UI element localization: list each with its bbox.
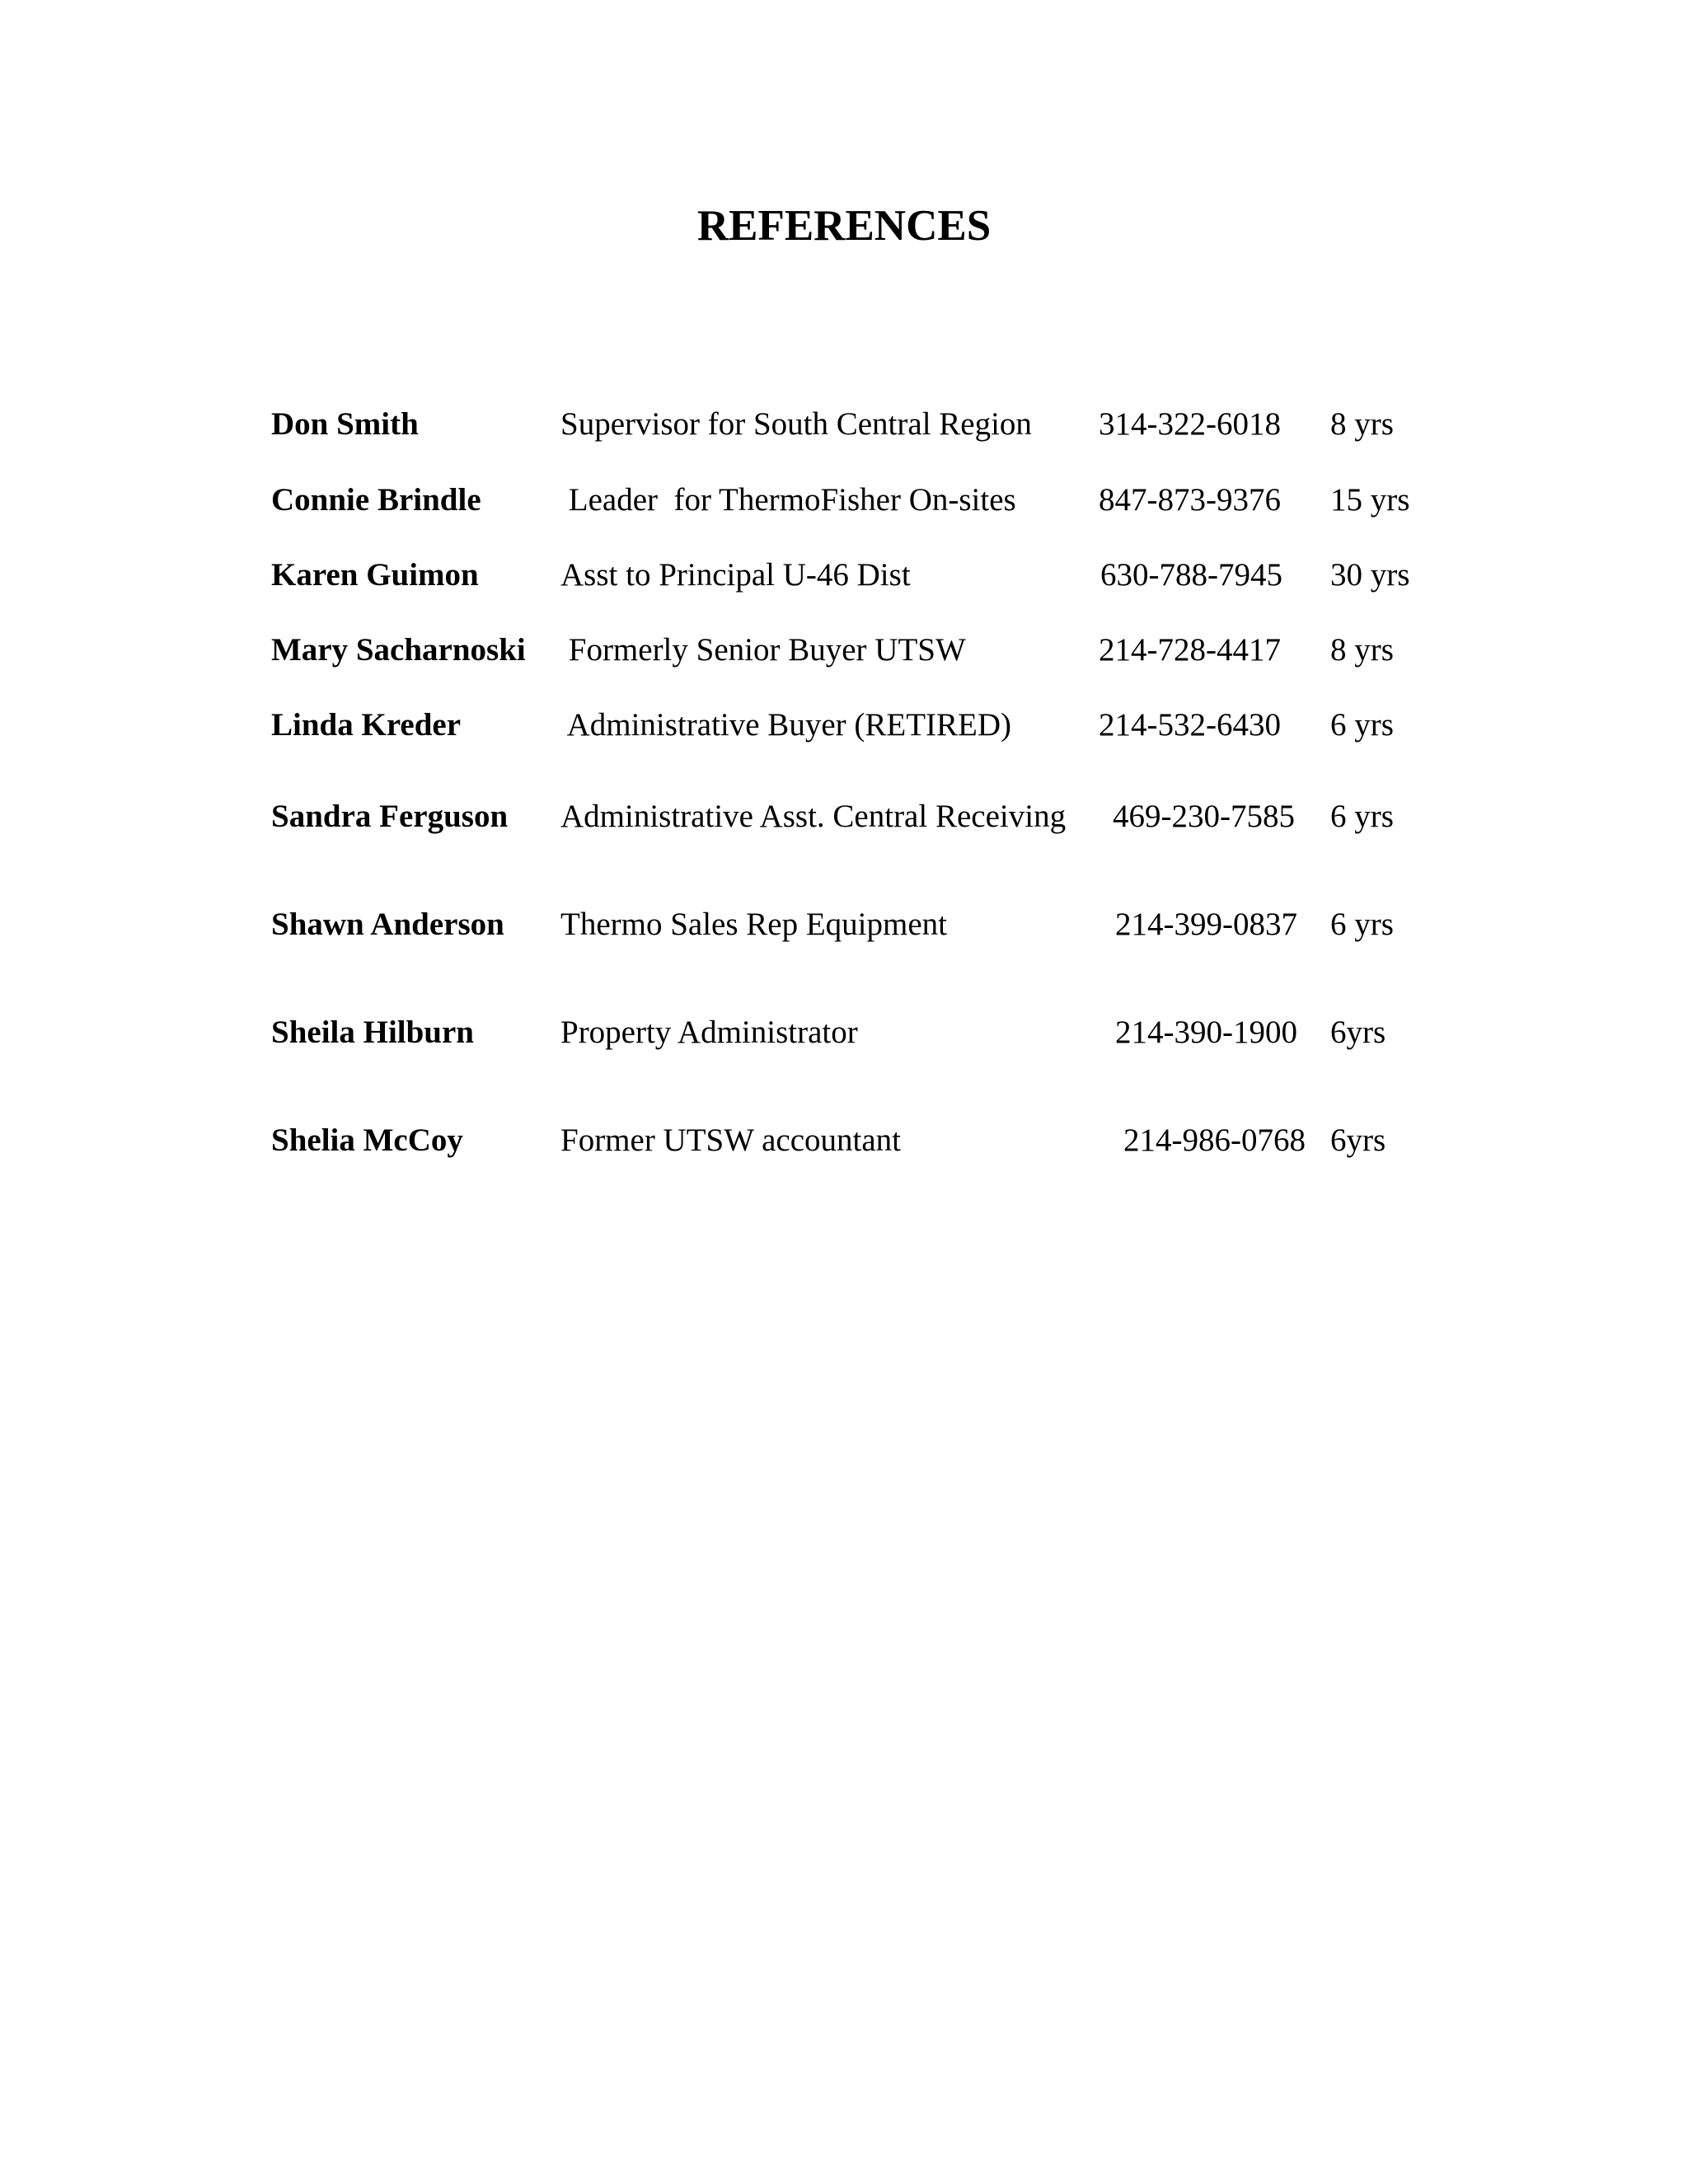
reference-role: Formerly Senior Buyer UTSW	[560, 632, 966, 668]
reference-phone: 214-399-0837	[1115, 907, 1297, 942]
reference-row	[0, 634, 1688, 683]
reference-phone: 847-873-9376	[1099, 482, 1281, 518]
reference-name: Connie Brindle	[271, 482, 481, 518]
reference-years: 6 yrs	[1330, 799, 1394, 834]
reference-row	[0, 908, 1688, 958]
reference-role: Leader for ThermoFisher On-sites	[560, 482, 1016, 518]
reference-years: 6yrs	[1330, 1122, 1386, 1158]
page-title: REFERENCES	[696, 202, 992, 250]
reference-name: Shawn Anderson	[271, 907, 504, 942]
reference-years: 6yrs	[1330, 1015, 1386, 1050]
reference-role: Supervisor for South Central Region	[560, 406, 1032, 442]
reference-row	[0, 709, 1688, 758]
reference-phone: 630-788-7945	[1100, 557, 1282, 593]
reference-phone: 314-322-6018	[1099, 406, 1281, 442]
reference-phone: 214-986-0768	[1123, 1122, 1306, 1158]
reference-years: 8 yrs	[1330, 632, 1394, 668]
reference-name: Sandra Ferguson	[271, 799, 509, 834]
reference-name: Shelia McCoy	[271, 1122, 463, 1158]
reference-name: Karen Guimon	[271, 557, 479, 593]
reference-phone: 469-230-7585	[1113, 799, 1295, 834]
reference-role: Administrative Asst. Central Receiving	[560, 799, 1067, 834]
reference-years: 30 yrs	[1330, 557, 1410, 593]
reference-role: Former UTSW accountant	[560, 1122, 902, 1158]
reference-phone: 214-728-4417	[1099, 632, 1281, 668]
reference-years: 6 yrs	[1330, 907, 1394, 942]
reference-years: 8 yrs	[1330, 406, 1394, 442]
reference-name: Mary Sacharnoski	[271, 632, 526, 668]
reference-row	[0, 408, 1688, 457]
reference-phone: 214-532-6430	[1099, 707, 1281, 743]
reference-row	[0, 1124, 1688, 1174]
reference-phone: 214-390-1900	[1115, 1015, 1297, 1050]
reference-row	[0, 800, 1688, 850]
reference-years: 15 yrs	[1330, 482, 1410, 518]
reference-row	[0, 1016, 1688, 1066]
reference-name: Don Smith	[271, 406, 419, 442]
reference-role: Asst to Principal U-46 Dist	[560, 557, 911, 593]
reference-role: Thermo Sales Rep Equipment	[560, 907, 947, 942]
reference-row	[0, 559, 1688, 608]
reference-name: Sheila Hilburn	[271, 1015, 474, 1050]
reference-row	[0, 484, 1688, 533]
reference-role: Property Administrator	[560, 1015, 858, 1050]
reference-years: 6 yrs	[1330, 707, 1394, 743]
reference-role: Administrative Buyer (RETIRED)	[560, 707, 1011, 743]
reference-name: Linda Kreder	[271, 707, 462, 743]
